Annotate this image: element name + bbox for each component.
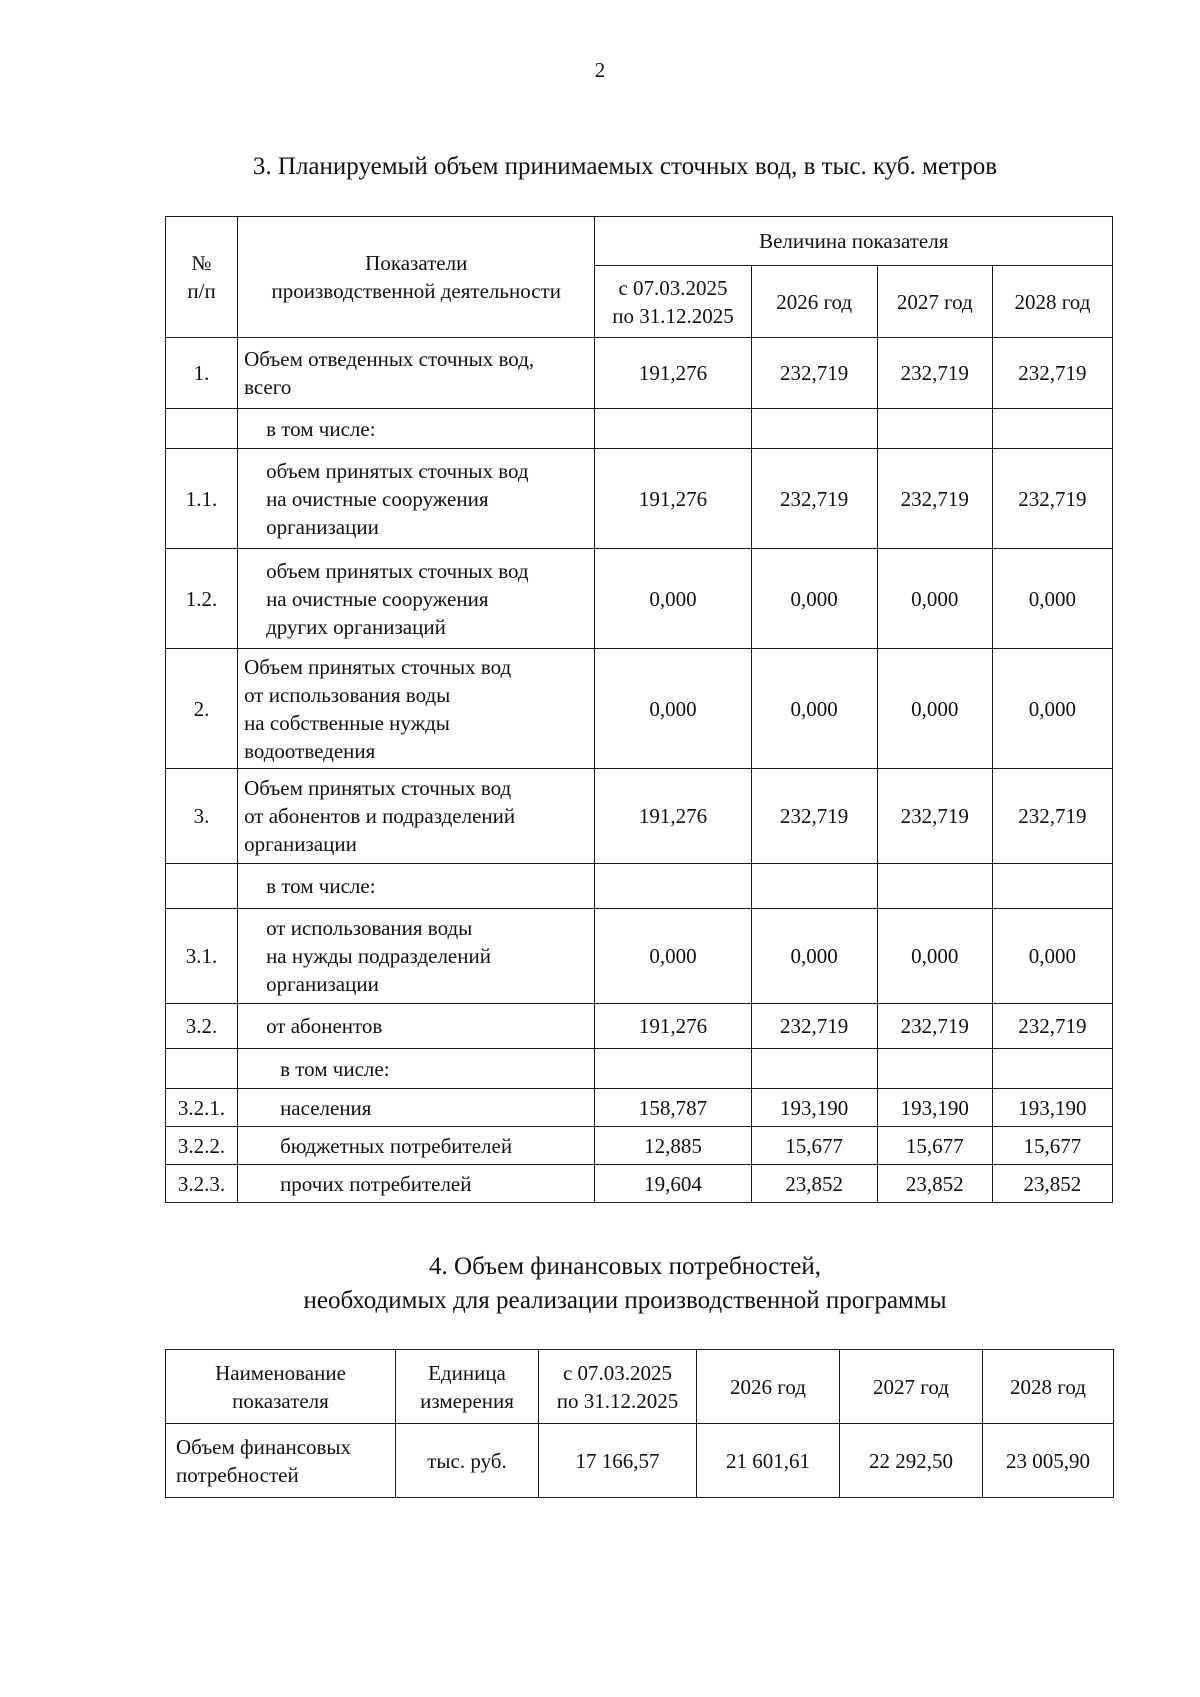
row-number: 1.1.	[166, 449, 238, 549]
row-value: 232,719	[751, 449, 877, 549]
row-value: 15,677	[751, 1127, 877, 1165]
row-value: 0,000	[595, 549, 751, 649]
fin-header: 2027 год	[840, 1350, 983, 1424]
row-value: 15,677	[992, 1127, 1112, 1165]
row-value: 232,719	[992, 338, 1112, 409]
row-value: 232,719	[992, 1004, 1112, 1049]
row-label: бюджетных потребителей	[238, 1127, 595, 1165]
row-value: 232,719	[751, 338, 877, 409]
row-value: 0,000	[751, 649, 877, 769]
section-4-title: 4. Объем финансовых потребностей, необходимых для реализации производственной программы	[303, 1253, 947, 1314]
row-number: 3.2.	[166, 1004, 238, 1049]
row-value: 19,604	[595, 1165, 751, 1203]
fin-header: Наименование показателя	[166, 1350, 396, 1424]
header-period: с 07.03.2025 по 31.12.2025	[595, 266, 751, 338]
fin-row-unit: тыс. руб.	[396, 1424, 539, 1498]
header-value-group: Величина показателя	[595, 217, 1113, 266]
row-value: 0,000	[877, 909, 992, 1004]
row-value	[992, 864, 1112, 909]
section-3-title: 3. Планируемый объем принимаемых сточных вод, в тыс. куб. метров	[252, 153, 998, 180]
fin-row-value: 17 166,57	[539, 1424, 697, 1498]
row-label: Объем принятых сточных вод от использования воды на собственные нужды водоотведения	[238, 649, 595, 769]
table-row	[166, 1127, 1113, 1165]
table-row	[166, 649, 1113, 769]
header-period: 2026 год	[751, 266, 877, 338]
row-value: 0,000	[595, 909, 751, 1004]
table-row	[166, 769, 1113, 864]
row-value	[751, 1049, 877, 1089]
financial-needs-table	[165, 1349, 1114, 1498]
table-row	[166, 1089, 1113, 1127]
row-value: 158,787	[595, 1089, 751, 1127]
row-value: 12,885	[595, 1127, 751, 1165]
row-label: прочих потребителей	[238, 1165, 595, 1203]
row-number	[166, 864, 238, 909]
row-value	[877, 1049, 992, 1089]
row-label: от абонентов	[238, 1004, 595, 1049]
header-num: № п/п	[166, 217, 238, 338]
row-value: 232,719	[751, 769, 877, 864]
row-number: 2.	[166, 649, 238, 769]
table-row	[166, 1049, 1113, 1089]
row-value: 191,276	[595, 338, 751, 409]
row-value: 191,276	[595, 1004, 751, 1049]
row-value: 15,677	[877, 1127, 992, 1165]
row-label: объем принятых сточных вод на очистные сооружения других организаций	[238, 549, 595, 649]
page-number: 2	[594, 58, 606, 82]
table-row	[166, 409, 1113, 449]
row-value: 232,719	[877, 338, 992, 409]
row-number: 3.1.	[166, 909, 238, 1004]
table-row	[166, 549, 1113, 649]
row-label: в том числе:	[238, 409, 595, 449]
row-label: объем принятых сточных вод на очистные сооружения организации	[238, 449, 595, 549]
table-row	[166, 1165, 1113, 1203]
row-value	[992, 409, 1112, 449]
fin-header: 2026 год	[697, 1350, 840, 1424]
fin-row-value: 23 005,90	[983, 1424, 1114, 1498]
fin-row-label: Объем финансовых потребностей	[166, 1424, 396, 1498]
row-number	[166, 409, 238, 449]
row-number: 1.	[166, 338, 238, 409]
row-value	[877, 409, 992, 449]
header-period: 2028 год	[992, 266, 1112, 338]
fin-header: 2028 год	[983, 1350, 1114, 1424]
row-value: 23,852	[751, 1165, 877, 1203]
row-value: 0,000	[992, 649, 1112, 769]
row-value: 232,719	[992, 449, 1112, 549]
row-value	[595, 864, 751, 909]
row-value: 0,000	[751, 909, 877, 1004]
row-value: 193,190	[992, 1089, 1112, 1127]
row-value: 193,190	[751, 1089, 877, 1127]
row-value	[751, 409, 877, 449]
row-value	[992, 1049, 1112, 1089]
row-label: населения	[238, 1089, 595, 1127]
row-number: 3.	[166, 769, 238, 864]
row-value: 193,190	[877, 1089, 992, 1127]
row-value: 232,719	[877, 449, 992, 549]
header-indicator: Показатели производственной деятельности	[238, 217, 595, 338]
row-number	[166, 1049, 238, 1089]
row-number: 3.2.3.	[166, 1165, 238, 1203]
row-value: 232,719	[877, 1004, 992, 1049]
row-value: 0,000	[992, 549, 1112, 649]
wastewater-volume-table	[165, 216, 1113, 1203]
row-value: 0,000	[751, 549, 877, 649]
table-row	[166, 338, 1113, 409]
fin-header: с 07.03.2025 по 31.12.2025	[539, 1350, 697, 1424]
row-number: 3.2.1.	[166, 1089, 238, 1127]
row-value: 232,719	[877, 769, 992, 864]
fin-header: Единица измерения	[396, 1350, 539, 1424]
row-value: 191,276	[595, 769, 751, 864]
table-row	[166, 449, 1113, 549]
row-value	[751, 864, 877, 909]
row-label: в том числе:	[238, 1049, 595, 1089]
table-row	[166, 864, 1113, 909]
row-value: 0,000	[992, 909, 1112, 1004]
row-label: от использования воды на нужды подразделений организации	[238, 909, 595, 1004]
row-value: 0,000	[877, 649, 992, 769]
row-label: Объем отведенных сточных вод, всего	[238, 338, 595, 409]
row-label: Объем принятых сточных вод от абонентов и подразделений организации	[238, 769, 595, 864]
row-label: в том числе:	[238, 864, 595, 909]
row-value: 232,719	[751, 1004, 877, 1049]
header-period: 2027 год	[877, 266, 992, 338]
row-value	[595, 1049, 751, 1089]
row-number: 3.2.2.	[166, 1127, 238, 1165]
row-value: 23,852	[992, 1165, 1112, 1203]
table-row	[166, 1004, 1113, 1049]
fin-row-value: 21 601,61	[697, 1424, 840, 1498]
row-value: 0,000	[595, 649, 751, 769]
row-value	[877, 864, 992, 909]
fin-row-value: 22 292,50	[840, 1424, 983, 1498]
row-value: 0,000	[877, 549, 992, 649]
row-value: 23,852	[877, 1165, 992, 1203]
row-value: 232,719	[992, 769, 1112, 864]
row-value: 191,276	[595, 449, 751, 549]
row-number: 1.2.	[166, 549, 238, 649]
row-value	[595, 409, 751, 449]
table-row	[166, 909, 1113, 1004]
